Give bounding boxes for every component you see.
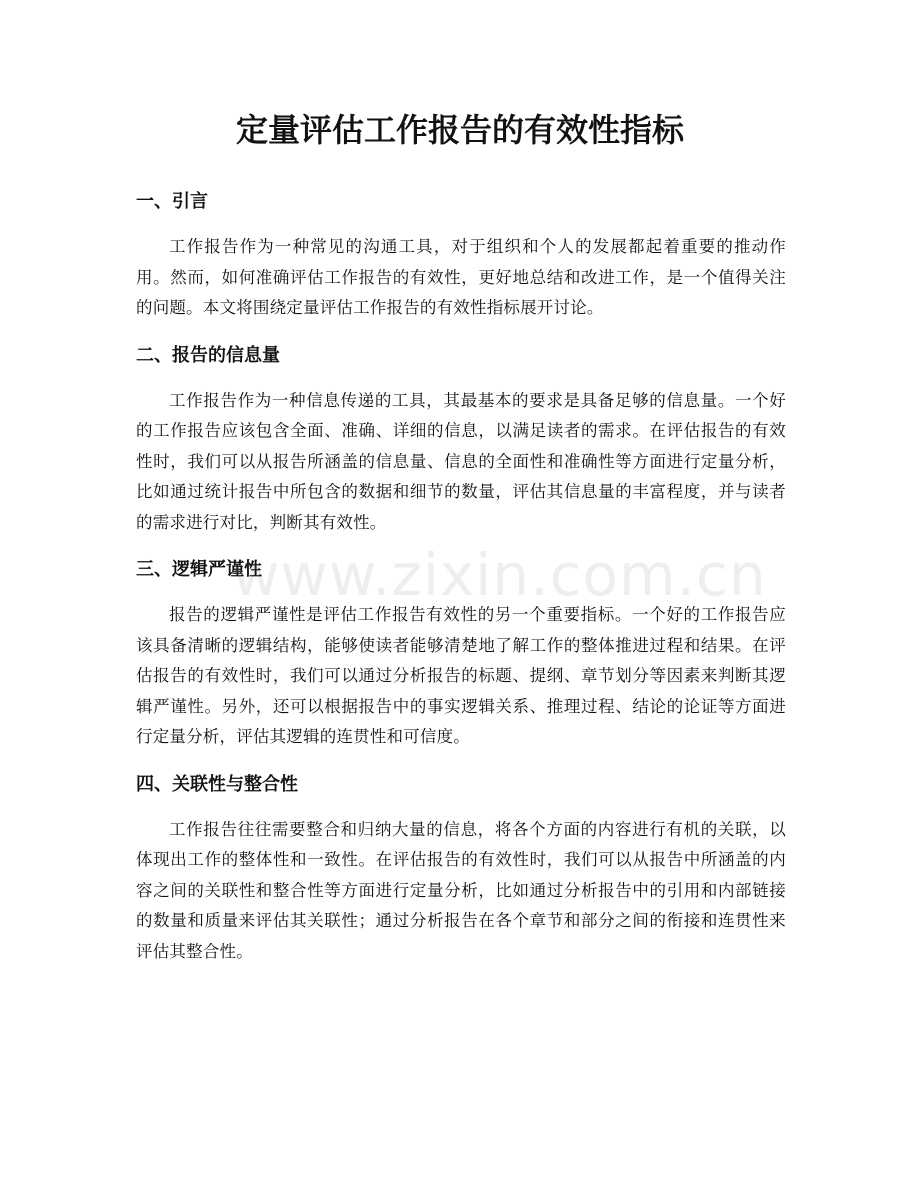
section-relevance: [136, 771, 786, 968]
section-paragraph: 工作报告作为一种信息传递的工具，其最基本的要求是具备足够的信息量。一个好的工作报告应该包含全面、准确、详细的信息，以满足读者的需求。在评估报告的有效性时，我们可以从报告所涵盖的信息量、信息的全面性和准确性等方面进行定量分析，比如通过统计报告中所包含的数据和细节的数量，评估其信息量的丰富程度，并与读者的需求进行对比，判断其有效性。: [136, 390, 786, 532]
section-paragraph: 工作报告作为一种常见的沟通工具，对于组织和个人的发展都起着重要的推动作用。然而，如何准确评估工作报告的有效性，更好地总结和改进工作，是一个值得关注的问题。本文将围绕定量评估工作报告的有效性指标展开讨论。: [136, 237, 786, 317]
section-heading: 三、逻辑严谨性: [136, 559, 262, 580]
section-logic: [136, 556, 786, 753]
section-paragraph: 工作报告往往需要整合和归纳大量的信息，将各个方面的内容进行有机的关联，以体现出工作的整体性和一致性。在评估报告的有效性时，我们可以从报告中所涵盖的内容之间的关联性和整合性等方面进行定量分析，比如通过分析报告中的引用和内部链接的数量和质量来评估其关联性；通过分析报告在各个章节和部分之间的衔接和连贯性来评估其整合性。: [136, 819, 786, 961]
watermark: www.zixin.com.cn: [232, 541, 767, 609]
document-title: 定量评估工作报告的有效性指标: [235, 111, 684, 149]
section-paragraph: 报告的逻辑严谨性是评估工作报告有效性的另一个重要指标。一个好的工作报告应该具备清晰的逻辑结构，能够使读者能够清楚地了解工作的整体推进过程和结果。在评估报告的有效性时，我们可以通过分析报告的标题、提纲、章节划分等因素来判断其逻辑严谨性。另外，还可以根据报告中的事实逻辑关系、推理过程、结论的论证等方面进行定量分析，评估其逻辑的连贯性和可信度。: [136, 605, 786, 746]
section-heading: 四、关联性与整合性: [136, 773, 298, 795]
section-introduction: [136, 188, 786, 324]
section-heading: 二、报告的信息量: [136, 344, 280, 366]
document-body: [136, 188, 786, 985]
section-heading: 一、引言: [136, 191, 208, 212]
section-information: [136, 342, 786, 539]
